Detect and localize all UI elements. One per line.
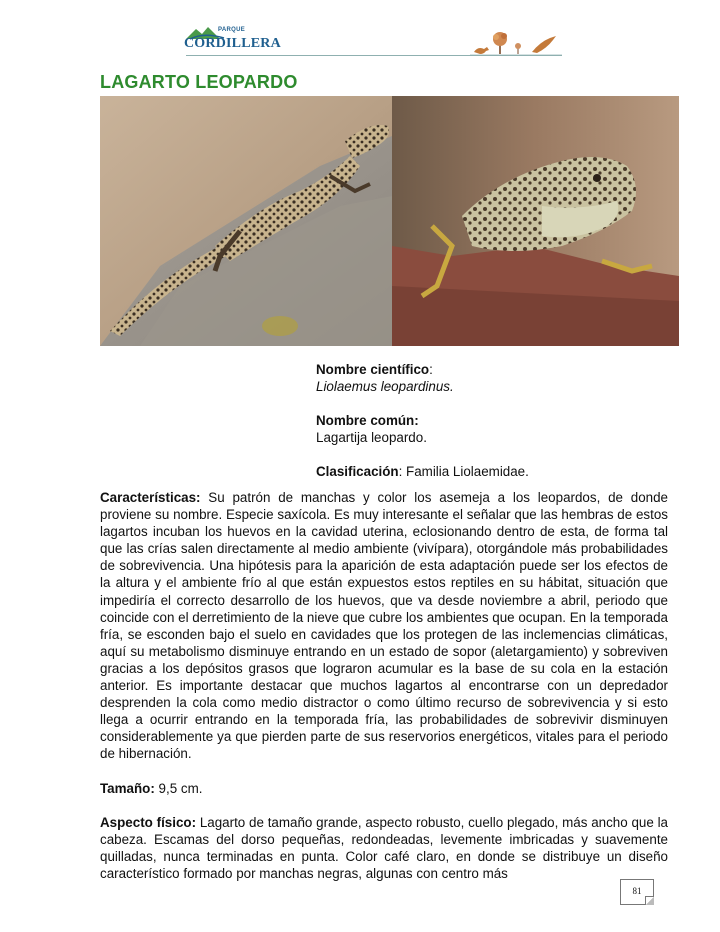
- aspecto-paragraph: [100, 814, 668, 882]
- lizard-photo-closeup: [392, 96, 679, 346]
- scientific-name-label: Nombre científico: [316, 362, 430, 377]
- classification-label: Clasificación: [316, 464, 399, 479]
- page-number: 81: [620, 879, 654, 905]
- common-name-line: [316, 412, 676, 429]
- classification-line: [316, 463, 676, 480]
- lizard-photos: [100, 96, 679, 346]
- tamano-label: Tamaño:: [100, 780, 155, 796]
- species-info: [316, 361, 676, 480]
- fauna-decoration-icon: [470, 28, 565, 58]
- aspecto-text: Lagarto de tamaño grande, aspecto robusto, cuello plegado, más ancho que la cabeza. Escamas del dorso pequeñas, redondeadas, levemente imbricadas y suavemente quilladas, nunca terminadas en punta. Color café claro, en donde se distribuye un diseño característico formado por manchas negras, algunas con centro más: [100, 814, 668, 881]
- logo-small-text: PARQUE: [218, 27, 246, 33]
- species-description: [100, 489, 668, 882]
- tamano-paragraph: [100, 780, 668, 797]
- caracteristicas-text: Su patrón de manchas y color los asemeja a los leopardos, de donde proviene su nombre. Especie saxícola. Es muy interesante el señalar que las hembras de estos lagartos incuban los huevos en la cavidad uterina, eclosionando dentro de esta, de forma tal que las crías salen directamente al medio ambiente (vivípara), otorgándole más probabilidades de sobrevivencia. Una hipótesis para la aparición de esta adaptación puede ser los efectos de la altura y el ambiente frío al que están expuestos estos reptiles en su hábitat, situación que impediría el correcto desarrollo de los huevos, que va desde noviembre a abril, periodo que coincide con el derretimiento de la nieve que cubre los ambientes que ocupan. En la temporada fría, se esconden bajo el suelo en cavidades que los protegen de las inclemencias climáticas, aquí su metabolismo disminuye entrando en un estado de sopor (aletargamiento) y sobreviven gracias a los depósitos grasos que lograron acumular es la base de su cola en la estación anterior. Es importante destacar que muchos lagartos al encontrarse con un depredador desprenden la cola como medio distractor o como último recurso de sobrevivencia y si esto llega a ocurrir entrando en la temporada fría, las probabilidades de sobrevivir disminuyen considerablemente ya que pierden parte de sus reservorios energéticos, vitales para el periodo de hibernación.: [100, 490, 668, 762]
- caracteristicas-label: Características:: [100, 490, 201, 505]
- scientific-name-line: Nombre científico:: [316, 362, 433, 377]
- aspecto-label: Aspecto físico:: [100, 814, 197, 830]
- common-name-value: Lagartija leopardo.: [316, 430, 427, 445]
- scientific-name-line-2: [316, 378, 676, 395]
- parque-cordillera-logo: [184, 26, 281, 56]
- common-name-label: Nombre común:: [316, 413, 419, 428]
- page-title: LAGARTO LEOPARDO: [100, 72, 298, 92]
- classification-value: : Familia Liolaemidae.: [398, 464, 529, 479]
- caracteristicas-paragraph: [100, 489, 668, 763]
- scientific-name-value: Liolaemus leopardinus.: [316, 379, 454, 394]
- tamano-text: 9,5 cm.: [154, 780, 203, 796]
- lizard-photo-full-body: [100, 96, 392, 346]
- page-header: [0, 0, 720, 72]
- logo-big-text: CORDILLERA: [184, 36, 281, 51]
